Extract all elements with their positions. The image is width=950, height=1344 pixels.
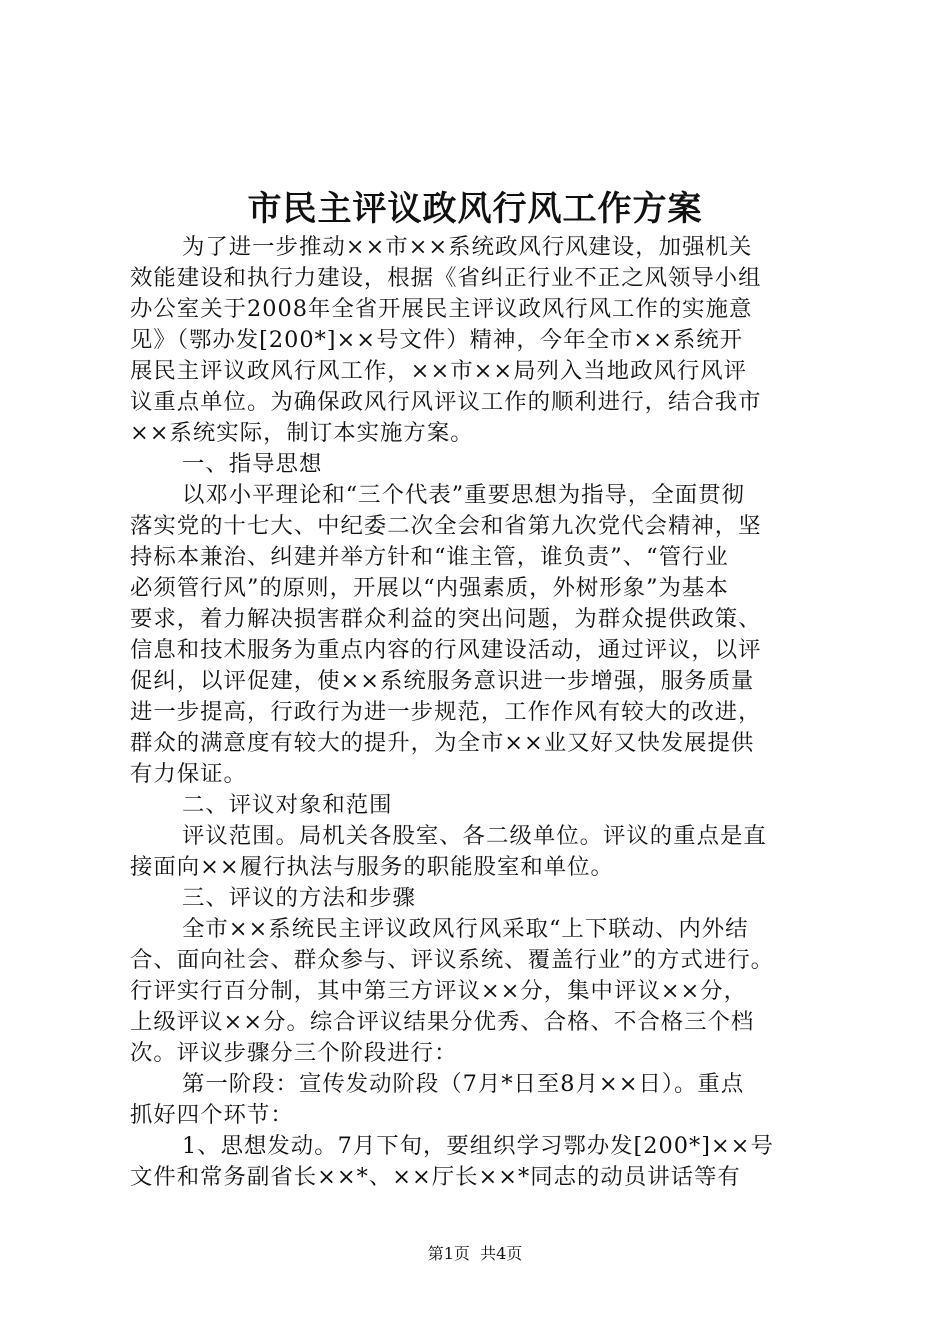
text-line: 落实党的十七大、中纪委二次全会和省第九次党代会精神，坚 — [130, 513, 762, 539]
text-line: 见》（鄂办发[200*]××号文件）精神，今年全市××系统开 — [130, 327, 744, 353]
text-line: 合、面向社会、群众参与、评议系统、覆盖行业”的方式进行。 — [130, 947, 774, 973]
text-line: 抓好四个环节： — [130, 1102, 294, 1128]
text-line: 必须管行风”的原则，开展以“内强素质，外树形象”为基本 — [130, 575, 729, 601]
text-line: 办公室关于2008年全省开展民主评议政风行风工作的实施意 — [130, 296, 753, 322]
text-line: 次。评议步骤分三个阶段进行： — [130, 1040, 458, 1066]
text-line: 持标本兼治、纠建并举方针和“谁主管，谁负责”、“管行业 — [130, 544, 729, 570]
text-line: 评议范围。局机关各股室、各二级单位。评议的重点是直 — [182, 823, 767, 849]
text-line: ××系统实际，制订本实施方案。 — [130, 420, 474, 446]
text-line: 为了进一步推动××市××系统政风行风建设，加强机关 — [182, 234, 753, 260]
text-line: 要求，着力解决损害群众利益的突出问题，为群众提供政策、 — [130, 606, 762, 632]
section-heading: 一、指导思想 — [182, 451, 323, 477]
text-line: 进一步提高，行政行为进一步规范，工作作风有较大的改进， — [130, 699, 762, 725]
text-line: 展民主评议政风行风工作，××市××局列入当地政风行风评 — [130, 358, 748, 384]
document-title: 市民主评议政风行风工作方案 — [247, 189, 703, 229]
text-line: 促纠，以评促建，使××系统服务意识进一步增强，服务质量 — [130, 668, 755, 694]
text-line: 信息和技术服务为重点内容的行风建设活动，通过评议，以评 — [130, 637, 762, 663]
text-line: 上级评议××分。综合评议结果分优秀、合格、不合格三个档 — [130, 1009, 755, 1035]
section-heading: 三、评议的方法和步骤 — [182, 885, 416, 911]
text-line: 全市××系统民主评议政风行风采取“上下联动、内外结 — [182, 916, 749, 942]
text-line: 第一阶段：宣传发动阶段（7月*日至8月××日）。重点 — [182, 1071, 745, 1097]
page-footer: 第1页 共4页 — [427, 1244, 523, 1263]
section-heading: 二、评议对象和范围 — [182, 792, 393, 818]
text-line: 文件和常务副省长××*、××厅长××*同志的动员讲话等有 — [130, 1164, 741, 1190]
text-line: 群众的满意度有较大的提升，为全市××业又好又快发展提供 — [130, 730, 755, 756]
text-line: 行评实行百分制，其中第三方评议××分，集中评议××分， — [130, 978, 748, 1004]
document-body — [130, 232, 840, 1193]
text-line: 议重点单位。为确保政风行风评议工作的顺利进行，结合我市 — [130, 389, 762, 415]
text-line: 有力保证。 — [130, 761, 247, 787]
text-line: 以邓小平理论和“三个代表”重要思想为指导，全面贯彻 — [182, 482, 745, 508]
text-line: 接面向××履行执法与服务的职能股室和单位。 — [130, 854, 614, 880]
text-line: 效能建设和执行力建设，根据《省纠正行业不正之风领导小组 — [130, 265, 762, 291]
text-line: 1、思想发动。7月下旬，要组织学习鄂办发[200*]××号 — [182, 1133, 774, 1159]
